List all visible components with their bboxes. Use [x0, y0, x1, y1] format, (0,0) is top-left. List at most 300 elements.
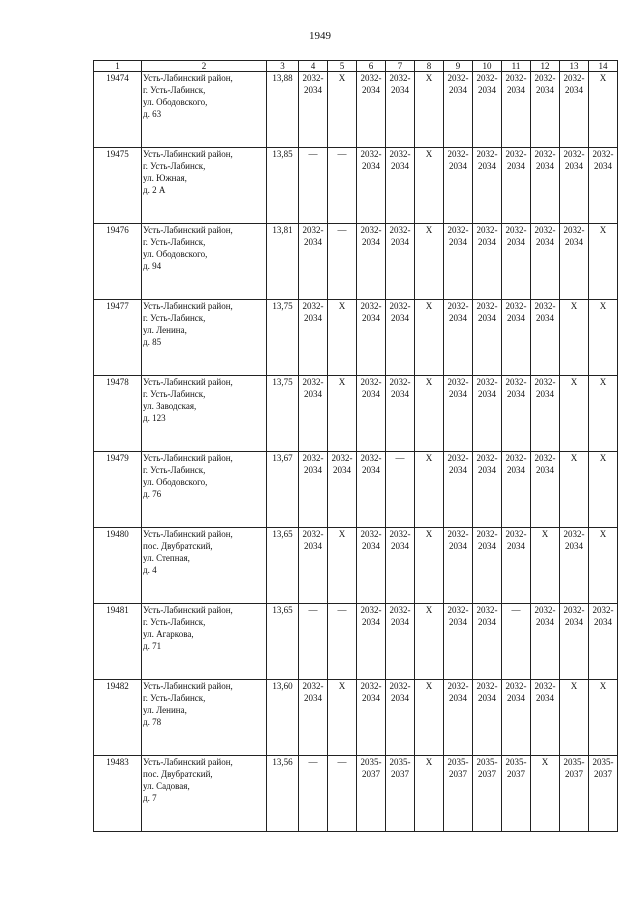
period-line: 2032-	[389, 377, 411, 387]
period-line: 2032-	[505, 377, 527, 387]
period-cell: Х	[415, 224, 444, 300]
period-line: 2034	[362, 693, 380, 703]
table-row	[94, 680, 618, 756]
period-cell: Х	[531, 756, 560, 832]
period-cell: Х	[415, 680, 444, 756]
column-number-header: 5	[328, 61, 357, 72]
period-line: 2034	[391, 237, 409, 247]
period-line: 2034	[449, 85, 467, 95]
address-line: г. Усть-Лабинск,	[143, 161, 206, 171]
period-line: 2034	[507, 161, 525, 171]
value-cell: 13,88	[267, 72, 299, 148]
period-cell	[357, 148, 386, 224]
period-line: 2034	[536, 237, 554, 247]
address-line: г. Усть-Лабинск,	[143, 389, 206, 399]
period-line: 2032-	[592, 149, 614, 159]
period-line: 2032-	[447, 301, 469, 311]
period-line: 2035-	[592, 757, 614, 767]
period-cell: Х	[328, 680, 357, 756]
period-cell	[386, 376, 415, 452]
period-line: 2034	[362, 313, 380, 323]
period-line: 2034	[391, 693, 409, 703]
period-line: 2032-	[534, 681, 556, 691]
period-cell	[502, 300, 531, 376]
record-number: 19483	[94, 756, 142, 832]
value-cell: 13,67	[267, 452, 299, 528]
period-line: 2034	[507, 693, 525, 703]
period-line: 2034	[536, 161, 554, 171]
period-cell	[502, 452, 531, 528]
period-line: 2034	[478, 617, 496, 627]
address-cell	[142, 224, 267, 300]
period-cell	[357, 376, 386, 452]
address-line: пос. Двубратский,	[143, 769, 213, 779]
period-cell	[299, 224, 328, 300]
period-line: 2034	[391, 313, 409, 323]
period-line: 2034	[362, 389, 380, 399]
period-line: 2032-	[360, 681, 382, 691]
period-cell	[386, 756, 415, 832]
address-cell	[142, 300, 267, 376]
period-cell: Х	[589, 300, 618, 376]
period-line: 2034	[594, 617, 612, 627]
period-cell: Х	[328, 72, 357, 148]
period-line: 2034	[478, 313, 496, 323]
period-cell	[473, 376, 502, 452]
period-cell	[560, 604, 589, 680]
period-line: 2034	[362, 85, 380, 95]
period-line: 2034	[565, 617, 583, 627]
period-cell	[299, 680, 328, 756]
address-cell	[142, 756, 267, 832]
address-line: ул. Ободовского,	[143, 97, 208, 107]
table-row	[94, 376, 618, 452]
address-line: ул. Южная,	[143, 173, 187, 183]
period-cell	[357, 72, 386, 148]
period-line: 2032-	[534, 149, 556, 159]
period-line: 2032-	[476, 605, 498, 615]
address-line: д. 4	[143, 565, 157, 575]
period-line: 2032-	[302, 377, 324, 387]
period-line: 2032-	[476, 73, 498, 83]
period-cell	[473, 72, 502, 148]
period-line: 2037	[594, 769, 612, 779]
period-cell	[444, 604, 473, 680]
period-cell	[473, 300, 502, 376]
period-line: 2032-	[389, 681, 411, 691]
period-cell	[531, 148, 560, 224]
period-line: 2032-	[505, 301, 527, 311]
column-number-header: 10	[473, 61, 502, 72]
period-line: 2035-	[389, 757, 411, 767]
table-row	[94, 528, 618, 604]
period-cell	[444, 224, 473, 300]
period-line: 2032-	[302, 73, 324, 83]
address-cell	[142, 680, 267, 756]
period-line: 2037	[478, 769, 496, 779]
period-cell	[357, 756, 386, 832]
period-line: 2032-	[476, 301, 498, 311]
period-cell: Х	[415, 452, 444, 528]
period-cell	[531, 680, 560, 756]
period-cell: Х	[415, 300, 444, 376]
period-line: 2032-	[389, 225, 411, 235]
period-cell: Х	[328, 300, 357, 376]
register-table	[93, 60, 618, 832]
period-line: 2032-	[505, 225, 527, 235]
period-line: 2034	[507, 313, 525, 323]
period-cell	[502, 756, 531, 832]
address-line: Усть-Лабинский район,	[143, 301, 233, 311]
period-line: 2034	[565, 541, 583, 551]
period-line: 2032-	[476, 453, 498, 463]
period-line: 2034	[333, 465, 351, 475]
period-line: 2032-	[360, 73, 382, 83]
period-line: 2032-	[302, 225, 324, 235]
record-number: 19475	[94, 148, 142, 224]
period-cell	[444, 756, 473, 832]
address-line: Усть-Лабинский район,	[143, 757, 233, 767]
address-line: д. 85	[143, 337, 162, 347]
period-line: 2034	[449, 237, 467, 247]
address-line: д. 76	[143, 489, 162, 499]
period-line: 2032-	[447, 529, 469, 539]
period-line: 2032-	[447, 149, 469, 159]
column-number-header: 3	[267, 61, 299, 72]
period-cell	[502, 148, 531, 224]
period-line: 2034	[507, 85, 525, 95]
period-line: 2032-	[563, 605, 585, 615]
period-line: 2035-	[476, 757, 498, 767]
period-line: 2032-	[360, 149, 382, 159]
period-line: 2034	[478, 161, 496, 171]
period-cell	[386, 148, 415, 224]
period-line: 2032-	[447, 605, 469, 615]
period-cell: —	[502, 604, 531, 680]
period-line: 2032-	[302, 529, 324, 539]
period-cell	[444, 72, 473, 148]
period-line: 2032-	[563, 73, 585, 83]
column-number-header: 8	[415, 61, 444, 72]
address-line: Усть-Лабинский район,	[143, 453, 233, 463]
period-line: 2034	[449, 161, 467, 171]
period-line: 2037	[391, 769, 409, 779]
period-cell: —	[299, 148, 328, 224]
period-line: 2034	[478, 541, 496, 551]
period-line: 2034	[304, 465, 322, 475]
period-cell: Х	[415, 72, 444, 148]
period-line: 2034	[565, 85, 583, 95]
period-cell	[531, 72, 560, 148]
period-cell	[589, 756, 618, 832]
period-line: 2032-	[592, 605, 614, 615]
period-line: 2035-	[563, 757, 585, 767]
column-number-header: 2	[142, 61, 267, 72]
period-cell: Х	[589, 528, 618, 604]
period-line: 2034	[449, 389, 467, 399]
record-number: 19481	[94, 604, 142, 680]
period-line: 2032-	[534, 225, 556, 235]
page-number: 1949	[309, 30, 331, 42]
period-line: 2032-	[360, 225, 382, 235]
period-line: 2034	[391, 389, 409, 399]
period-line: 2032-	[534, 301, 556, 311]
address-line: г. Усть-Лабинск,	[143, 617, 206, 627]
address-line: г. Усть-Лабинск,	[143, 85, 206, 95]
period-cell: Х	[415, 148, 444, 224]
period-cell	[357, 680, 386, 756]
address-line: Усть-Лабинский район,	[143, 529, 233, 539]
period-line: 2034	[449, 617, 467, 627]
period-line: 2034	[565, 161, 583, 171]
address-cell	[142, 528, 267, 604]
address-line: г. Усть-Лабинск,	[143, 465, 206, 475]
period-cell	[299, 528, 328, 604]
period-line: 2034	[565, 237, 583, 247]
period-line: 2034	[449, 693, 467, 703]
period-cell: Х	[560, 300, 589, 376]
period-line: 2032-	[505, 681, 527, 691]
period-cell	[386, 604, 415, 680]
period-cell: Х	[589, 680, 618, 756]
period-cell	[444, 148, 473, 224]
address-line: ул. Ободовского,	[143, 477, 208, 487]
period-line: 2034	[536, 617, 554, 627]
period-line: 2034	[594, 161, 612, 171]
address-line: Усть-Лабинский район,	[143, 73, 233, 83]
period-line: 2034	[362, 161, 380, 171]
period-line: 2032-	[447, 225, 469, 235]
period-line: 2034	[391, 617, 409, 627]
period-line: 2034	[362, 465, 380, 475]
period-cell: —	[299, 604, 328, 680]
period-cell: —	[328, 148, 357, 224]
record-number: 19474	[94, 72, 142, 148]
period-line: 2032-	[447, 681, 469, 691]
period-cell	[531, 604, 560, 680]
period-line: 2035-	[360, 757, 382, 767]
period-line: 2034	[536, 313, 554, 323]
address-line: ул. Ленина,	[143, 325, 187, 335]
period-cell	[444, 300, 473, 376]
period-cell	[299, 300, 328, 376]
value-cell: 13,60	[267, 680, 299, 756]
period-line: 2034	[391, 541, 409, 551]
period-line: 2032-	[360, 529, 382, 539]
address-line: д. 94	[143, 261, 162, 271]
period-line: 2032-	[476, 377, 498, 387]
address-line: д. 71	[143, 641, 162, 651]
address-line: Усть-Лабинский район,	[143, 149, 233, 159]
period-cell: Х	[531, 528, 560, 604]
period-line: 2032-	[360, 453, 382, 463]
period-cell: —	[328, 604, 357, 680]
period-line: 2032-	[389, 149, 411, 159]
address-line: ул. Садовая,	[143, 781, 190, 791]
period-line: 2034	[304, 541, 322, 551]
address-line: ул. Заводская,	[143, 401, 197, 411]
period-cell	[560, 148, 589, 224]
column-number-header: 13	[560, 61, 589, 72]
period-line: 2034	[536, 693, 554, 703]
address-line: пос. Двубратский,	[143, 541, 213, 551]
column-number-header: 9	[444, 61, 473, 72]
column-number-header: 11	[502, 61, 531, 72]
period-line: 2032-	[302, 681, 324, 691]
period-line: 2034	[449, 465, 467, 475]
period-cell	[444, 452, 473, 528]
address-line: д. 2 А	[143, 185, 166, 195]
period-line: 2032-	[447, 73, 469, 83]
period-line: 2034	[304, 237, 322, 247]
address-line: Усть-Лабинский район,	[143, 605, 233, 615]
period-line: 2034	[304, 85, 322, 95]
period-line: 2037	[449, 769, 467, 779]
period-cell	[299, 72, 328, 148]
period-line: 2032-	[360, 605, 382, 615]
period-line: 2034	[449, 313, 467, 323]
period-line: 2032-	[360, 301, 382, 311]
period-line: 2035-	[505, 757, 527, 767]
period-line: 2037	[507, 769, 525, 779]
address-line: Усть-Лабинский район,	[143, 681, 233, 691]
period-line: 2032-	[534, 73, 556, 83]
period-line: 2034	[536, 85, 554, 95]
period-cell	[560, 528, 589, 604]
period-line: 2034	[536, 389, 554, 399]
table-row	[94, 72, 618, 148]
period-line: 2035-	[447, 757, 469, 767]
period-line: 2032-	[476, 149, 498, 159]
period-cell	[502, 528, 531, 604]
record-number: 19478	[94, 376, 142, 452]
period-cell	[589, 148, 618, 224]
record-number: 19479	[94, 452, 142, 528]
period-cell: Х	[328, 528, 357, 604]
value-cell: 13,65	[267, 528, 299, 604]
period-line: 2034	[304, 389, 322, 399]
period-line: 2032-	[302, 301, 324, 311]
address-cell	[142, 148, 267, 224]
period-cell: Х	[560, 376, 589, 452]
period-line: 2032-	[563, 149, 585, 159]
period-cell: Х	[415, 528, 444, 604]
address-line: д. 123	[143, 413, 166, 423]
period-line: 2037	[565, 769, 583, 779]
address-cell	[142, 72, 267, 148]
address-line: ул. Агаркова,	[143, 629, 194, 639]
period-cell	[357, 604, 386, 680]
period-line: 2032-	[360, 377, 382, 387]
period-cell	[502, 376, 531, 452]
period-line: 2032-	[331, 453, 353, 463]
period-line: 2034	[304, 313, 322, 323]
period-line: 2034	[536, 465, 554, 475]
address-line: д. 78	[143, 717, 162, 727]
address-line: Усть-Лабинский район,	[143, 377, 233, 387]
period-cell	[560, 224, 589, 300]
period-line: 2032-	[505, 529, 527, 539]
period-cell	[502, 72, 531, 148]
column-number-header: 14	[589, 61, 618, 72]
period-cell: —	[386, 452, 415, 528]
period-line: 2034	[362, 617, 380, 627]
column-number-row	[94, 61, 618, 72]
period-line: 2034	[391, 85, 409, 95]
period-cell	[560, 72, 589, 148]
address-line: г. Усть-Лабинск,	[143, 313, 206, 323]
period-line: 2032-	[505, 453, 527, 463]
period-line: 2032-	[563, 529, 585, 539]
period-cell	[502, 224, 531, 300]
period-cell	[328, 452, 357, 528]
period-cell	[473, 452, 502, 528]
address-line: г. Усть-Лабинск,	[143, 237, 206, 247]
value-cell: 13,81	[267, 224, 299, 300]
value-cell: 13,65	[267, 604, 299, 680]
period-line: 2034	[478, 465, 496, 475]
table-row	[94, 452, 618, 528]
address-line: ул. Ободовского,	[143, 249, 208, 259]
period-line: 2032-	[302, 453, 324, 463]
address-line: д. 7	[143, 793, 157, 803]
period-line: 2032-	[476, 529, 498, 539]
period-cell	[357, 452, 386, 528]
period-cell	[444, 376, 473, 452]
period-cell	[473, 680, 502, 756]
period-line: 2034	[391, 161, 409, 171]
record-number: 19477	[94, 300, 142, 376]
period-cell	[386, 72, 415, 148]
address-line: ул. Ленина,	[143, 705, 187, 715]
period-line: 2032-	[476, 225, 498, 235]
column-number-header: 12	[531, 61, 560, 72]
period-cell	[386, 680, 415, 756]
period-cell: Х	[589, 376, 618, 452]
address-cell	[142, 604, 267, 680]
period-cell: Х	[328, 376, 357, 452]
period-line: 2034	[507, 541, 525, 551]
table-row	[94, 300, 618, 376]
value-cell: 13,85	[267, 148, 299, 224]
period-line: 2037	[362, 769, 380, 779]
period-line: 2034	[362, 541, 380, 551]
period-cell: Х	[415, 756, 444, 832]
period-line: 2032-	[389, 73, 411, 83]
value-cell: 13,56	[267, 756, 299, 832]
period-cell: Х	[560, 680, 589, 756]
period-line: 2034	[507, 237, 525, 247]
address-line: г. Усть-Лабинск,	[143, 693, 206, 703]
period-line: 2032-	[389, 529, 411, 539]
period-cell: Х	[560, 452, 589, 528]
period-cell: Х	[589, 72, 618, 148]
period-cell	[473, 756, 502, 832]
table-row	[94, 148, 618, 224]
value-cell: 13,75	[267, 376, 299, 452]
period-cell	[444, 528, 473, 604]
address-line: ул. Степная,	[143, 553, 190, 563]
period-line: 2032-	[563, 225, 585, 235]
address-line: Усть-Лабинский район,	[143, 225, 233, 235]
period-line: 2034	[478, 693, 496, 703]
column-number-header: 6	[357, 61, 386, 72]
period-cell	[299, 452, 328, 528]
period-cell	[502, 680, 531, 756]
period-line: 2032-	[476, 681, 498, 691]
table-row	[94, 604, 618, 680]
period-cell	[299, 376, 328, 452]
